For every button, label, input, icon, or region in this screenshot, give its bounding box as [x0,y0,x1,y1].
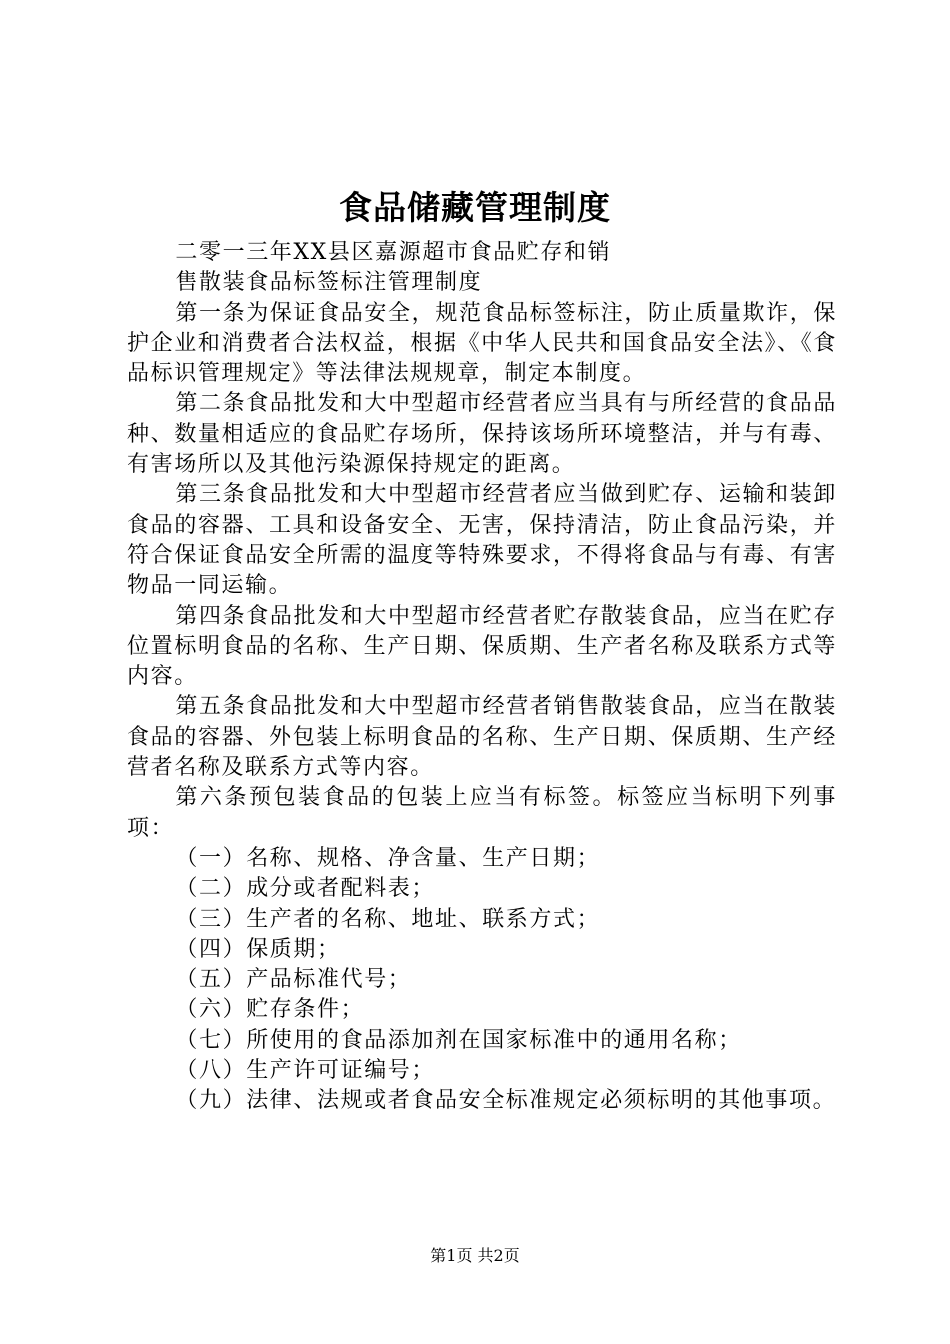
intro-line: 二零一三年XX县区嘉源超市食品贮存和销 [175,240,612,265]
list-item: （二）成分或者配料表； [175,876,435,902]
list-item: （三）生产者的名称、地址、联系方式； [175,906,601,932]
article-3: 第三条食品批发和大中型超市经营者应当做到贮存、运输和装卸食品的容器、工具和设备安全、无害，保持清洁，防止食品污染，并符合保证食品安全所需的温度等特殊要求，不得将食品与有毒、有害物品一同运输。 [127,482,837,599]
list-item: （八）生产许可证编号； [175,1058,435,1084]
document-body [127,238,837,1117]
article-5: 第五条食品批发和大中型超市经营者销售散装食品，应当在散装食品的容器、外包装上标明食品的名称、生产日期、保质期、生产经营者名称及联系方式等内容。 [127,694,837,781]
article-6: 第六条预包装食品的包装上应当有标签。标签应当标明下列事项： [127,785,837,841]
article-4: 第四条食品批发和大中型超市经营者贮存散装食品，应当在贮存位置标明食品的名称、生产日期、保质期、生产者名称及联系方式等内容。 [127,603,837,690]
list-item: （五）产品标准代号； [175,967,412,993]
intro-line: 售散装食品标签标注管理制度 [175,270,483,296]
list-item: （九）法律、法规或者食品安全标准规定必须标明的其他事项。 [175,1088,837,1114]
document-title: 食品储藏管理制度 [339,188,611,227]
article-1: 第一条为保证食品安全，规范食品标签标注，防止质量欺诈，保护企业和消费者合法权益，根据《中华人民共和国食品安全法》、《食品标识管理规定》等法律法规规章，制定本制度。 [127,300,837,387]
article-2: 第二条食品批发和大中型超市经营者应当具有与所经营的食品品种、数量相适应的食品贮存场所，保持该场所环境整洁，并与有毒、有害场所以及其他污染源保持规定的距离。 [127,391,837,478]
list-item: （四）保质期； [175,936,341,962]
list-item: （一）名称、规格、净含量、生产日期； [175,845,601,871]
list-item: （七）所使用的食品添加剂在国家标准中的通用名称； [175,1027,742,1053]
page-footer: 第1页 共2页 [430,1246,520,1265]
list-item: （六）贮存条件； [175,997,365,1023]
